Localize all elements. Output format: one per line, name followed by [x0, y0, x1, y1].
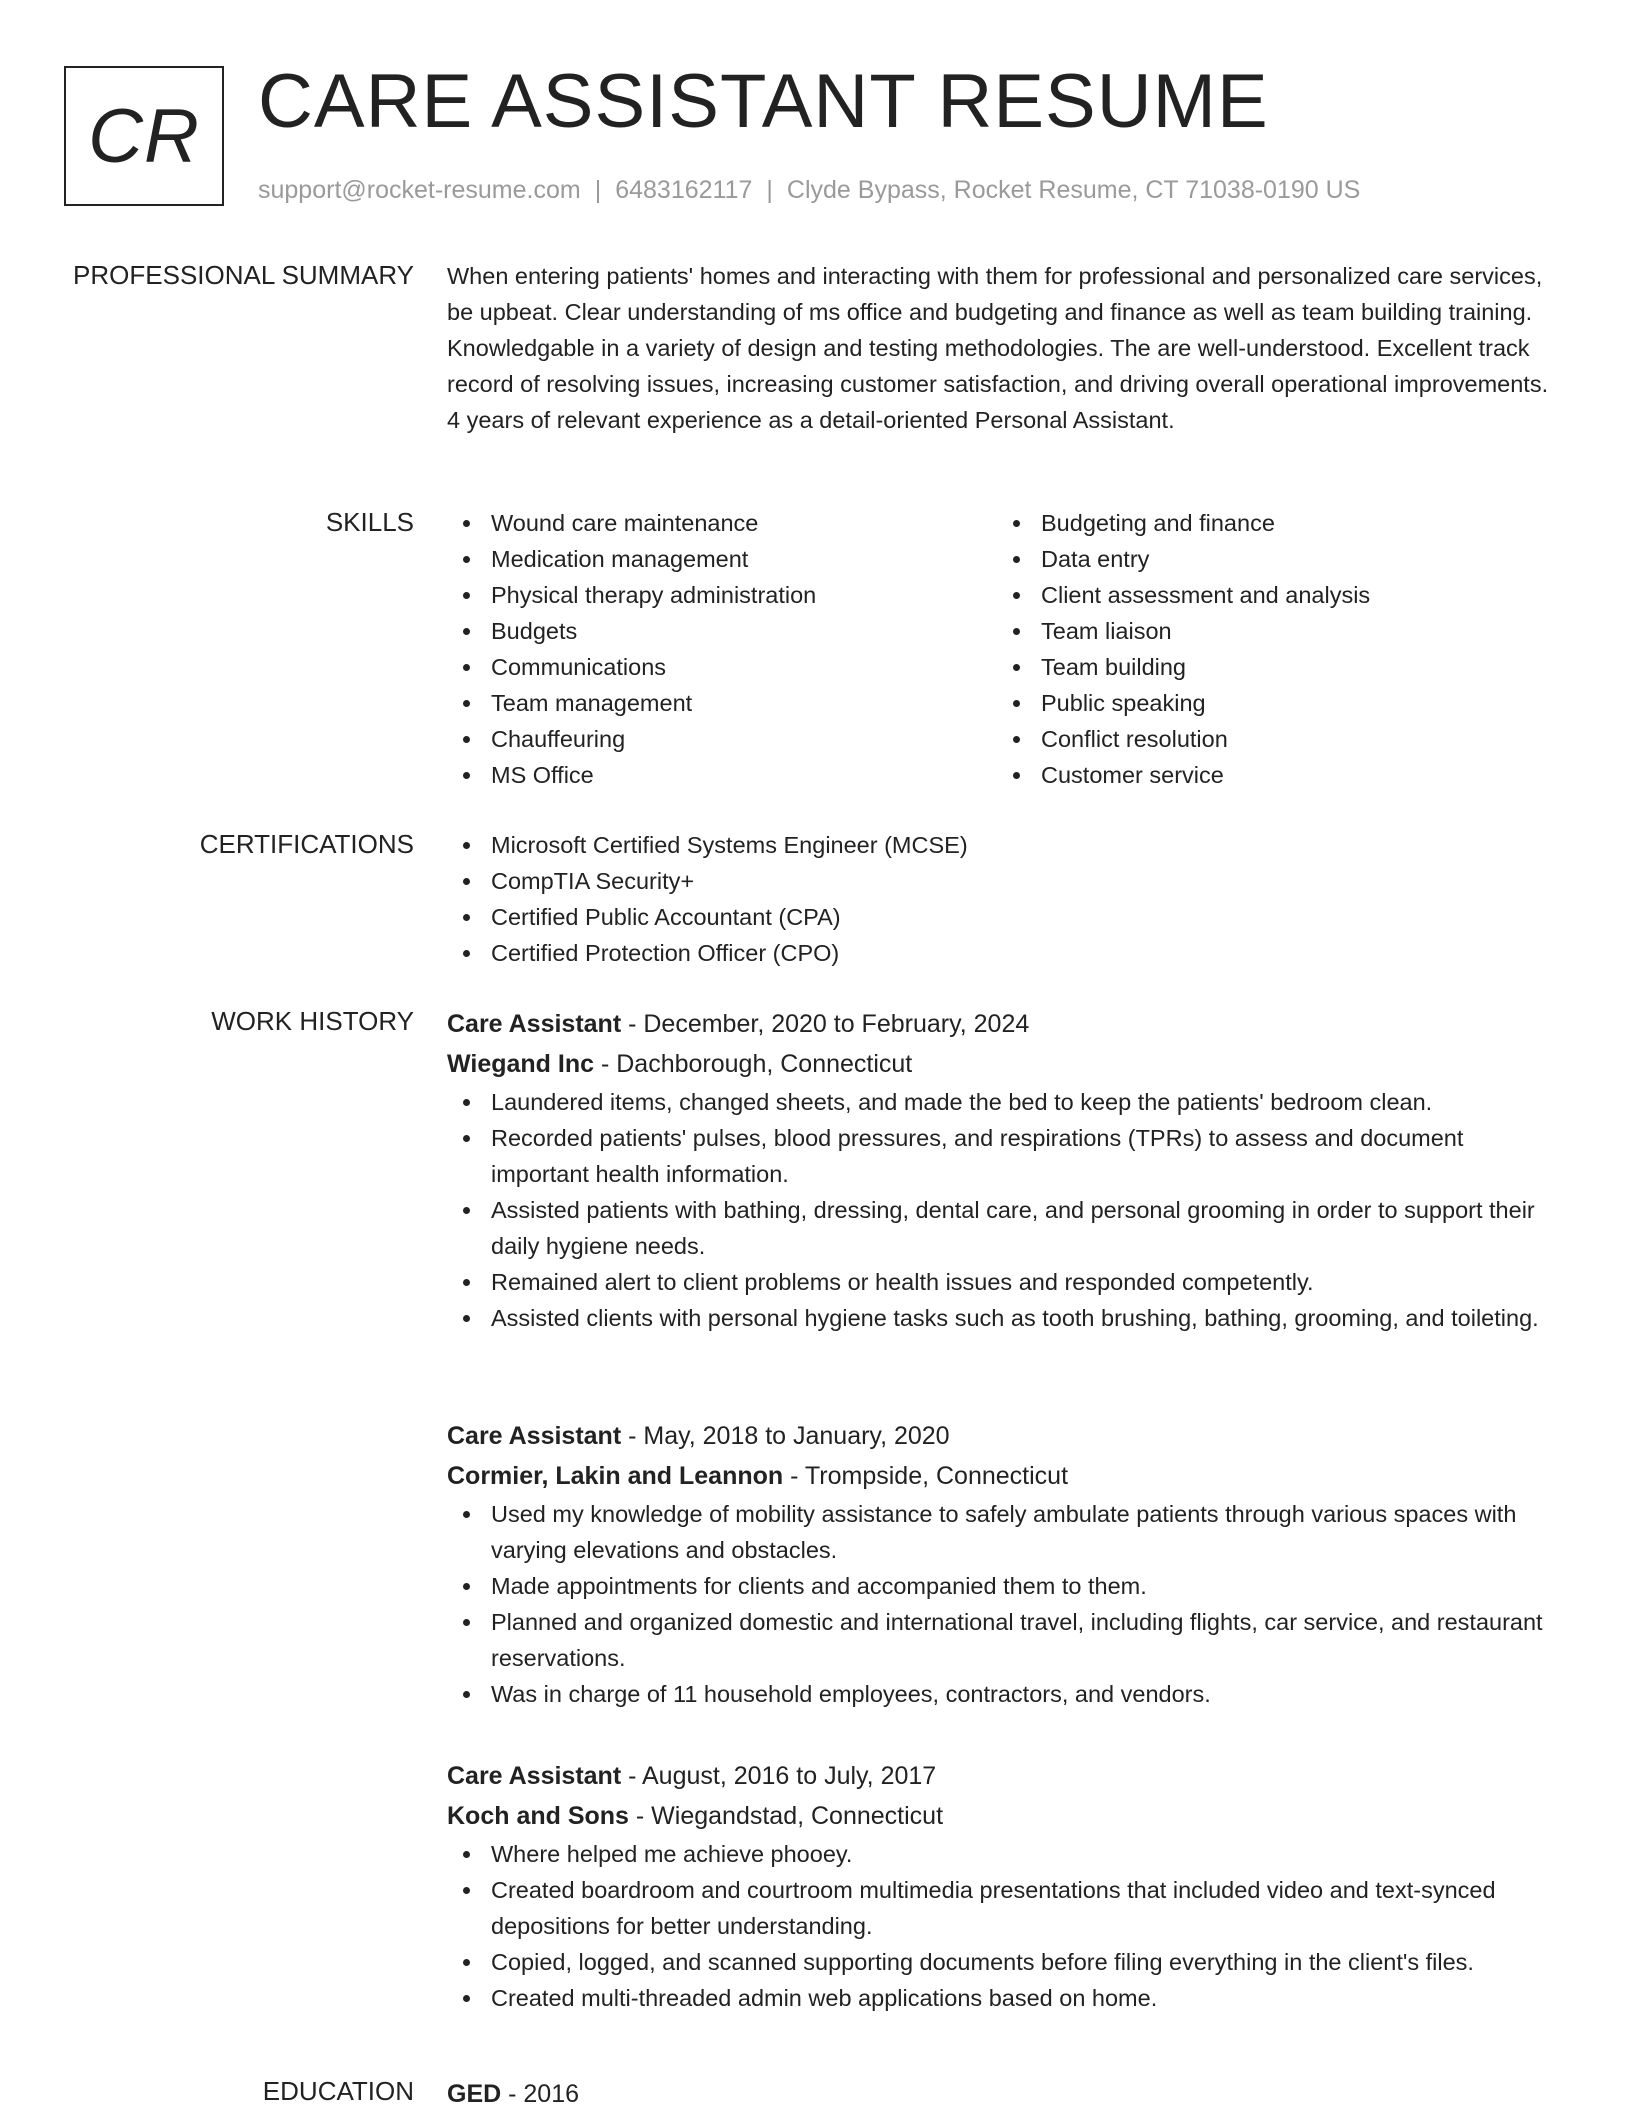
summary-body [447, 258, 1565, 438]
summary-text: When entering patients' homes and interacting with them for professional and personalized care services, be upbeat. Clear understanding of ms office and budgeting and finance as well as team building training. Knowledgable in a variety of design and testing methodologies. The are well-understood. Excellent track record of resolving issues, increasing customer satisfaction, and driving overall operational improvements. 4 years of relevant experience as a detail-oriented Personal Assistant. [447, 263, 1549, 433]
certification-item: CompTIA Security+ [447, 863, 1565, 899]
certification-item: Certified Protection Officer (CPO) [447, 935, 1565, 971]
job-entry [447, 1004, 1565, 1336]
job-duty-item: Where helped me achieve phooey. [447, 1836, 1565, 1872]
contact-address: Clyde Bypass, Rocket Resume, CT 71038-0190 US [786, 176, 1361, 204]
job-location: - Wiegandstad, Connecticut [628, 1802, 944, 1830]
skill-item: Team building [997, 649, 1547, 685]
monogram-initials: CR [88, 93, 200, 179]
certification-item: Microsoft Certified Systems Engineer (MCSE) [447, 827, 1565, 863]
skill-item: Team management [447, 685, 997, 721]
skill-item: Medication management [447, 541, 997, 577]
skill-item: Physical therapy administration [447, 577, 997, 613]
skill-item: Budgeting and finance [997, 505, 1547, 541]
job-title: Care Assistant [447, 1010, 622, 1038]
contact-separator: | [594, 176, 602, 204]
job-company-line [447, 1044, 1565, 1084]
section-label-education: EDUCATION [262, 2076, 414, 2106]
skill-item: Customer service [997, 757, 1547, 793]
job-duty-item: Created boardroom and courtroom multimedia presentations that included video and text-synced depositions for better understanding. [447, 1872, 1565, 1944]
certifications-list [447, 827, 1565, 971]
education-degree: GED [447, 2080, 502, 2108]
job-company: Koch and Sons [447, 1802, 629, 1830]
monogram-logo [64, 66, 224, 206]
certification-item: Certified Public Accountant (CPA) [447, 899, 1565, 935]
job-dates: - August, 2016 to July, 2017 [621, 1762, 937, 1790]
job-title-line [447, 1004, 1565, 1044]
education-year: - 2016 [501, 2080, 580, 2108]
job-duties-list [447, 1496, 1565, 1712]
skill-item: Communications [447, 649, 997, 685]
skill-item: Wound care maintenance [447, 505, 997, 541]
education-entry [447, 2074, 1565, 2114]
job-duty-item: Copied, logged, and scanned supporting documents before filing everything in the client's files. [447, 1944, 1565, 1980]
job-location: - Trompside, Connecticut [783, 1462, 1069, 1490]
job-title: Care Assistant [447, 1422, 622, 1450]
job-company: Wiegand Inc [447, 1050, 595, 1078]
job-dates: - May, 2018 to January, 2020 [621, 1422, 950, 1450]
skill-item: Client assessment and analysis [997, 577, 1547, 613]
skill-item: Data entry [997, 541, 1547, 577]
job-duty-item: Planned and organized domestic and international travel, including flights, car service, and restaurant reservations. [447, 1604, 1565, 1676]
contact-line [258, 174, 1360, 206]
resume-title: CARE ASSISTANT RESUME [258, 59, 1269, 144]
job-dates: - December, 2020 to February, 2024 [621, 1010, 1030, 1038]
job-duty-item: Remained alert to client problems or health issues and responded competently. [447, 1264, 1565, 1300]
education-body [447, 2074, 1565, 2114]
skill-item: Budgets [447, 613, 997, 649]
certifications-body [447, 827, 1565, 971]
section-label-certifications: CERTIFICATIONS [199, 829, 414, 859]
job-duty-item: Laundered items, changed sheets, and made the bed to keep the patients' bedroom clean. [447, 1084, 1565, 1120]
job-duties-list [447, 1836, 1565, 2016]
job-company-line [447, 1796, 1565, 1836]
job-company: Cormier, Lakin and Leannon [447, 1462, 784, 1490]
skill-item: Team liaison [997, 613, 1547, 649]
job-duty-item: Assisted patients with bathing, dressing, dental care, and personal grooming in order to support their daily hygiene needs. [447, 1192, 1565, 1264]
contact-email: support@rocket-resume.com [258, 176, 581, 204]
job-title-line [447, 1416, 1565, 1456]
section-label-work-history: WORK HISTORY [211, 1006, 414, 1036]
skills-list-right [997, 505, 1547, 793]
job-company-line [447, 1456, 1565, 1496]
job-duty-item: Made appointments for clients and accompanied them to them. [447, 1568, 1565, 1604]
job-title-line [447, 1756, 1565, 1796]
job-location: - Dachborough, Connecticut [594, 1050, 913, 1078]
job-duty-item: Recorded patients' pulses, blood pressures, and respirations (TPRs) to assess and document important health information. [447, 1120, 1565, 1192]
job-duty-item: Created multi-threaded admin web applications based on home. [447, 1980, 1565, 2016]
job-entry [447, 1756, 1565, 2016]
skill-item: Public speaking [997, 685, 1547, 721]
skill-item: Chauffeuring [447, 721, 997, 757]
skills-list-left [447, 505, 997, 793]
job-duty-item: Was in charge of 11 household employees, contractors, and vendors. [447, 1676, 1565, 1712]
contact-phone: 6483162117 [615, 176, 753, 204]
skill-item: Conflict resolution [997, 721, 1547, 757]
section-label-skills: SKILLS [325, 507, 414, 537]
job-duty-item: Used my knowledge of mobility assistance to safely ambulate patients through various spaces with varying elevations and obstacles. [447, 1496, 1565, 1568]
section-label-summary: PROFESSIONAL SUMMARY [73, 260, 414, 290]
job-entry [447, 1416, 1565, 1712]
job-duty-item: Assisted clients with personal hygiene tasks such as tooth brushing, bathing, grooming, and toileting. [447, 1300, 1565, 1336]
job-title: Care Assistant [447, 1762, 622, 1790]
contact-separator: | [766, 176, 773, 204]
skills-body [447, 505, 1565, 793]
skill-item: MS Office [447, 757, 997, 793]
job-duties-list [447, 1084, 1565, 1336]
